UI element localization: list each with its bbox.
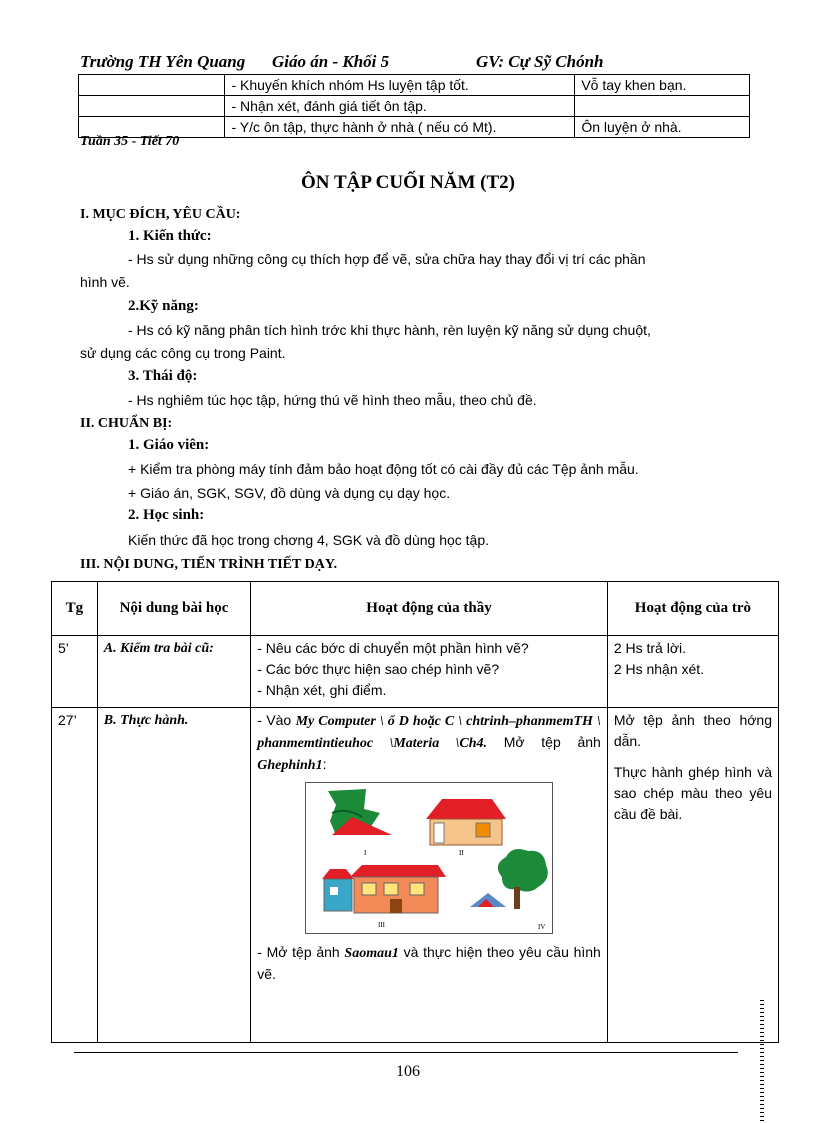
page-title: ÔN TẬP CUỐI NĂM (T2) bbox=[301, 172, 515, 193]
column-header: Hoạt động của thầy bbox=[251, 582, 608, 636]
content-cell: B. Thực hành. bbox=[97, 708, 250, 1043]
table-row bbox=[79, 96, 750, 117]
teacher-line: - Các bớc thực hiện sao chép hình vẽ? bbox=[257, 661, 500, 677]
teacher-line: - Nêu các bớc di chuyển một phần hình vẽ? bbox=[257, 640, 529, 656]
paragraph: sử dụng các công cụ trong Paint. bbox=[80, 345, 286, 361]
time-cell: 27’ bbox=[52, 708, 98, 1043]
teacher-cell bbox=[251, 708, 608, 1043]
time-cell: 5’ bbox=[52, 636, 98, 708]
teacher-line: - Nhận xét, ghi điểm. bbox=[257, 682, 387, 698]
table-cell: Ôn luyện ở nhà. bbox=[575, 117, 750, 138]
teacher-cell bbox=[251, 636, 608, 708]
subsection-heading: 2.Kỹ năng: bbox=[128, 298, 199, 314]
student-line: Mở tệp ảnh theo hớng dẫn. bbox=[613, 712, 772, 749]
piece-big-house bbox=[322, 865, 446, 913]
piece-tree-roof bbox=[328, 789, 392, 835]
table-cell bbox=[575, 96, 750, 117]
column-header: Hoạt động của trò bbox=[607, 582, 778, 636]
footer-divider bbox=[74, 1052, 738, 1053]
subsection-heading: 1. Kiến thức: bbox=[128, 228, 212, 244]
section-heading: III. NỘI DUNG, TIẾN TRÌNH TIẾT DẠY. bbox=[80, 557, 338, 572]
column-header: Nội dung bài học bbox=[97, 582, 250, 636]
svg-text:I: I bbox=[364, 849, 367, 857]
table-header-row bbox=[52, 582, 779, 636]
student-cell bbox=[607, 708, 778, 1043]
lesson-table bbox=[51, 581, 779, 1043]
table-row bbox=[52, 636, 779, 708]
table-cell: - Nhận xét, đánh giá tiết ôn tập. bbox=[225, 96, 575, 117]
ghephinh-image bbox=[305, 782, 553, 934]
scan-dots bbox=[760, 1000, 764, 1123]
column-header: Tg bbox=[52, 582, 98, 636]
week-label: Tuần 35 - Tiết 70 bbox=[80, 134, 180, 149]
subsection-heading: 2. Học sinh: bbox=[128, 507, 205, 523]
piece-small-house bbox=[426, 799, 506, 845]
student-line: 2 Hs trả lời. bbox=[613, 640, 687, 656]
paragraph: - Hs nghiêm túc học tập, hứng thú vẽ hình theo mẫu, theo chủ đề. bbox=[128, 392, 537, 408]
teacher-instruction: - Mở tệp ảnh Saomau1 và thực hiện theo yêu cầu hình vẽ. bbox=[257, 944, 601, 982]
paragraph: - Hs sử dụng những công cụ thích hợp để vẽ, sửa chữa hay thay đổi vị trí các phần bbox=[128, 251, 646, 267]
content-cell: A. Kiểm tra bài cũ: bbox=[97, 636, 250, 708]
svg-text:III: III bbox=[378, 921, 386, 929]
table-row bbox=[52, 708, 779, 1043]
table-row bbox=[79, 75, 750, 96]
table-cell: Vỗ tay khen bạn. bbox=[575, 75, 750, 96]
subsection-heading: 1. Giáo viên: bbox=[128, 437, 210, 453]
svg-text:II: II bbox=[459, 849, 464, 857]
header-school: Trường TH Yên Quang bbox=[80, 52, 246, 71]
student-line: 2 Hs nhận xét. bbox=[613, 661, 705, 677]
table-cell: - Y/c ôn tập, thực hành ở nhà ( nếu có Mt). bbox=[225, 117, 575, 138]
paragraph: + Kiểm tra phòng máy tính đảm bảo hoạt động tốt có cài đầy đủ các Tệp ảnh mẫu. bbox=[128, 461, 639, 477]
svg-text:IV: IV bbox=[538, 923, 546, 931]
student-cell bbox=[607, 636, 778, 708]
previous-table-continuation bbox=[78, 74, 750, 138]
paragraph: - Hs có kỹ năng phân tích hình trớc khi thực hành, rèn luyện kỹ năng sử dụng chuột, bbox=[128, 322, 651, 338]
house-puzzle-illustration bbox=[306, 783, 552, 933]
student-line: Thực hành ghép hình và sao chép màu theo yêu cầu đề bài. bbox=[613, 764, 772, 822]
table-cell: - Khuyến khích nhóm Hs luyện tập tốt. bbox=[225, 75, 575, 96]
header-teacher: GV: Cự Sỹ Chónh bbox=[476, 52, 604, 71]
subsection-heading: 3. Thái độ: bbox=[128, 368, 198, 384]
section-heading: I. MỤC ĐÍCH, YÊU CẦU: bbox=[80, 207, 241, 222]
section-heading: II. CHUẨN BỊ: bbox=[80, 416, 173, 431]
piece-tree bbox=[470, 849, 548, 909]
header-plan: Giáo án - Khối 5 bbox=[272, 52, 390, 71]
paragraph: + Giáo án, SGK, SGV, đồ dùng và dụng cụ dạy học. bbox=[128, 485, 451, 501]
teacher-instruction: - Vào My Computer \ ổ D hoặc C \ chtrinh–phanmemTH \ phanmemtintieuhoc \Materia \Ch4. Mở tệp ảnh Ghephinh1: bbox=[257, 712, 601, 773]
paragraph: Kiến thức đã học trong chơng 4, SGK và đồ dùng học tập. bbox=[128, 532, 490, 548]
page-number: 106 bbox=[396, 1063, 420, 1080]
paragraph: hình vẽ. bbox=[80, 274, 130, 290]
